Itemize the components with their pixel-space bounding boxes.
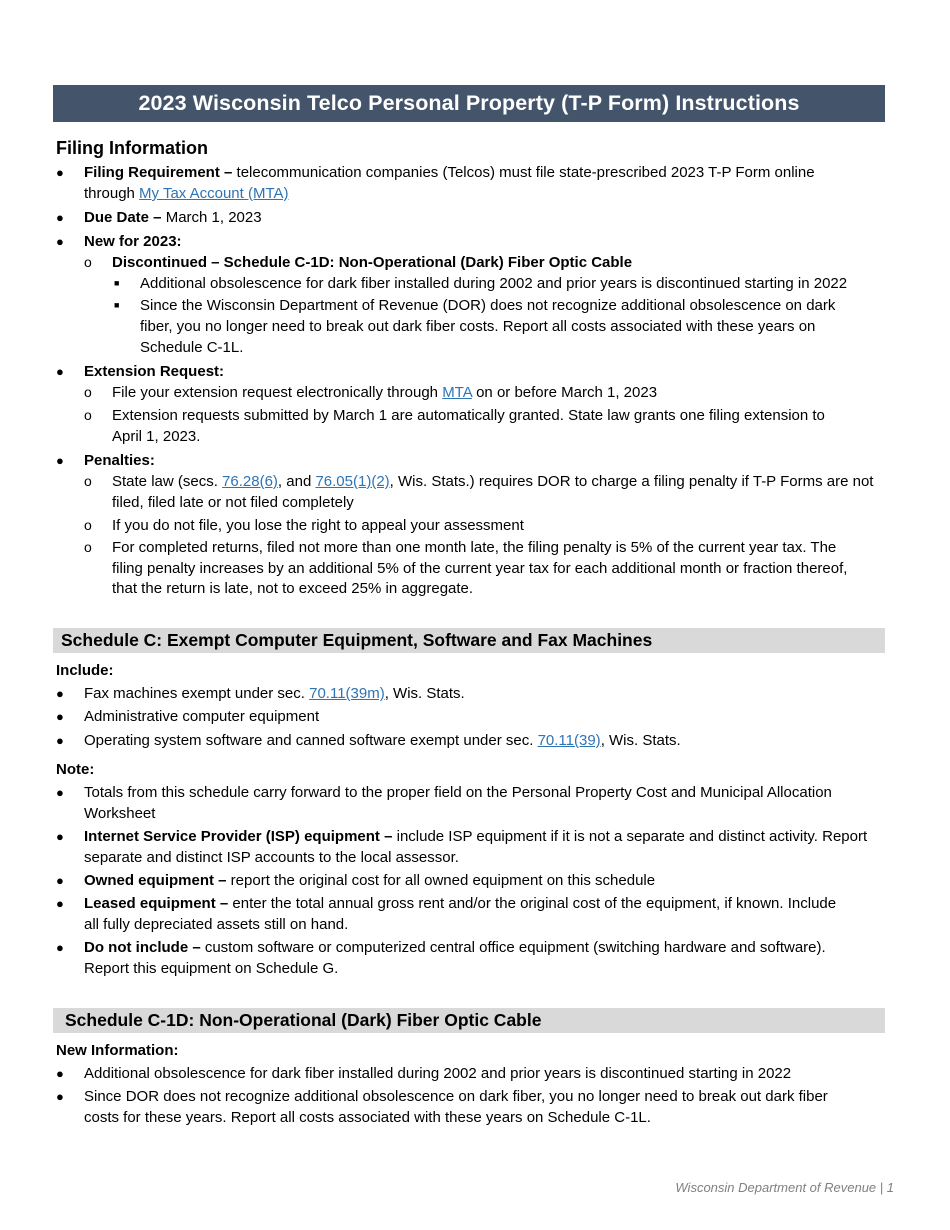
c1d-bullet-1: Additional obsolescence for dark fiber installed during 2002 and prior years is discontinued starting in 2022 xyxy=(84,1065,792,1082)
include-2: Administrative computer equipment xyxy=(84,708,320,725)
note-label: Note: xyxy=(56,761,95,778)
bullet-icon: ● xyxy=(56,1066,64,1081)
mta-short-link[interactable]: MTA xyxy=(442,384,472,401)
schedule-c1d-heading: Schedule C-1D: Non-Operational (Dark) Fiber Optic Cable xyxy=(53,1008,885,1033)
circle-bullet-icon: o xyxy=(84,407,92,423)
schedule-c-heading: Schedule C: Exempt Computer Equipment, Software and Fax Machines xyxy=(53,628,885,653)
new-bullet-1: Additional obsolescence for dark fiber installed during 2002 and prior years is discontinued starting in 2022 xyxy=(140,275,848,292)
page-title-text: 2023 Wisconsin Telco Personal Property (T-P Form) Instructions xyxy=(138,91,800,115)
include-label: Include: xyxy=(56,662,114,679)
bullet-icon: ● xyxy=(56,234,64,249)
new-bullet-2-l2: fiber, you no longer need to break out dark fiber costs. Report all costs associated with these years on xyxy=(140,318,816,335)
penalty-3: For completed returns, filed not more than one month late, the filing penalty is 5% of the current year tax. The xyxy=(112,539,837,556)
new-for-2023-label: New for 2023: xyxy=(84,233,182,250)
c1d-bullet-2: Since DOR does not recognize additional obsolescence on dark fiber, you no longer need to break out dark fiber xyxy=(84,1088,828,1105)
filing-heading: Filing Information xyxy=(56,138,208,158)
bullet-icon: ● xyxy=(56,940,64,955)
penalty-1-l2: filed, filed late or not filed completely xyxy=(112,494,354,511)
circle-bullet-icon: o xyxy=(84,517,92,533)
c1d-bullet-2-l2: costs for these years. Report all costs associated with these years on Schedule C-1L. xyxy=(84,1109,651,1126)
new-bullet-2: Since the Wisconsin Department of Revenue (DOR) does not recognize additional obsolescence on dark xyxy=(140,297,836,314)
mta-link[interactable]: My Tax Account (MTA) xyxy=(139,185,289,202)
bullet-icon: ● xyxy=(56,709,64,724)
bullet-icon: ● xyxy=(56,785,64,800)
note-leased-l2: all fully depreciated assets still on hand. xyxy=(84,916,349,933)
due-date: Due Date – March 1, 2023 xyxy=(84,209,262,226)
circle-bullet-icon: o xyxy=(84,254,92,270)
penalty-3-l2: filing penalty increases by an additional 5% of the current year tax for each additional month or fraction thereof, xyxy=(112,560,848,577)
filing-requirement: Filing Requirement – telecommunication companies (Telcos) must file state-prescribed 2023 T-P Form online xyxy=(84,164,815,181)
bullet-icon: ● xyxy=(56,165,64,180)
square-bullet-icon: ■ xyxy=(114,278,120,288)
square-bullet-icon: ■ xyxy=(114,300,120,310)
note-do-not-include: Do not include – custom software or computerized central office equipment (switching hardware and software). xyxy=(84,939,826,956)
extension-label: Extension Request: xyxy=(84,363,225,380)
bullet-icon: ● xyxy=(56,364,64,379)
penalty-2: If you do not file, you lose the right to appeal your assessment xyxy=(112,517,524,534)
new-discontinued: Discontinued – Schedule C-1D: Non-Operational (Dark) Fiber Optic Cable xyxy=(112,254,633,271)
include-1: Fax machines exempt under sec. 70.11(39m), Wis. Stats. xyxy=(84,685,465,702)
note-1: Totals from this schedule carry forward to the proper field on the Personal Property Cost and Municipal Allocation xyxy=(84,784,832,801)
include-3: Operating system software and canned software exempt under sec. 70.11(39), Wis. Stats. xyxy=(84,732,681,749)
page-title xyxy=(53,85,885,122)
note-owned: Owned equipment – report the original cost for all owned equipment on this schedule xyxy=(84,872,656,889)
bullet-icon: ● xyxy=(56,453,64,468)
bullet-icon: ● xyxy=(56,686,64,701)
penalty-3-l3: that the return is late, not to exceed 25% in aggregate. xyxy=(112,580,474,597)
note-isp: Internet Service Provider (ISP) equipment – include ISP equipment if it is not a separate and distinct activity. Report xyxy=(84,828,868,845)
page-footer: Wisconsin Department of Revenue | 1 xyxy=(675,1180,894,1195)
penalties-label: Penalties: xyxy=(84,452,155,469)
statute-70-11-39-link[interactable]: 70.11(39) xyxy=(537,732,601,749)
note-1-l2: Worksheet xyxy=(84,805,156,822)
circle-bullet-icon: o xyxy=(84,539,92,555)
note-do-not-include-l2: Report this equipment on Schedule G. xyxy=(84,960,339,977)
circle-bullet-icon: o xyxy=(84,473,92,489)
statute-76-05-link[interactable]: 76.05(1)(2) xyxy=(315,473,390,490)
extension-2-l2: April 1, 2023. xyxy=(112,428,201,445)
new-information-label: New Information: xyxy=(56,1042,179,1059)
bullet-icon: ● xyxy=(56,1089,64,1104)
bullet-icon: ● xyxy=(56,829,64,844)
statute-70-11-39m-link[interactable]: 70.11(39m) xyxy=(309,685,385,702)
bullet-icon: ● xyxy=(56,873,64,888)
bullet-icon: ● xyxy=(56,210,64,225)
bullet-icon: ● xyxy=(56,896,64,911)
bullet-icon: ● xyxy=(56,733,64,748)
note-leased: Leased equipment – enter the total annual gross rent and/or the original cost of the equipment, if known. Include xyxy=(84,895,837,912)
note-isp-l2: separate and distinct ISP accounts to the local assessor. xyxy=(84,849,459,866)
extension-1: File your extension request electronically through MTA on or before March 1, 2023 xyxy=(112,384,658,401)
statute-76-28-link[interactable]: 76.28(6) xyxy=(222,473,278,490)
circle-bullet-icon: o xyxy=(84,384,92,400)
new-bullet-2-l3: Schedule C-1L. xyxy=(140,339,244,356)
penalty-1: State law (secs. 76.28(6), and 76.05(1)(2), Wis. Stats.) requires DOR to charge a filing penalty if T-P Forms are not xyxy=(112,473,874,490)
filing-requirement-l2: through My Tax Account (MTA) xyxy=(84,185,289,202)
extension-2: Extension requests submitted by March 1 are automatically granted. State law grants one filing extension to xyxy=(112,407,825,424)
